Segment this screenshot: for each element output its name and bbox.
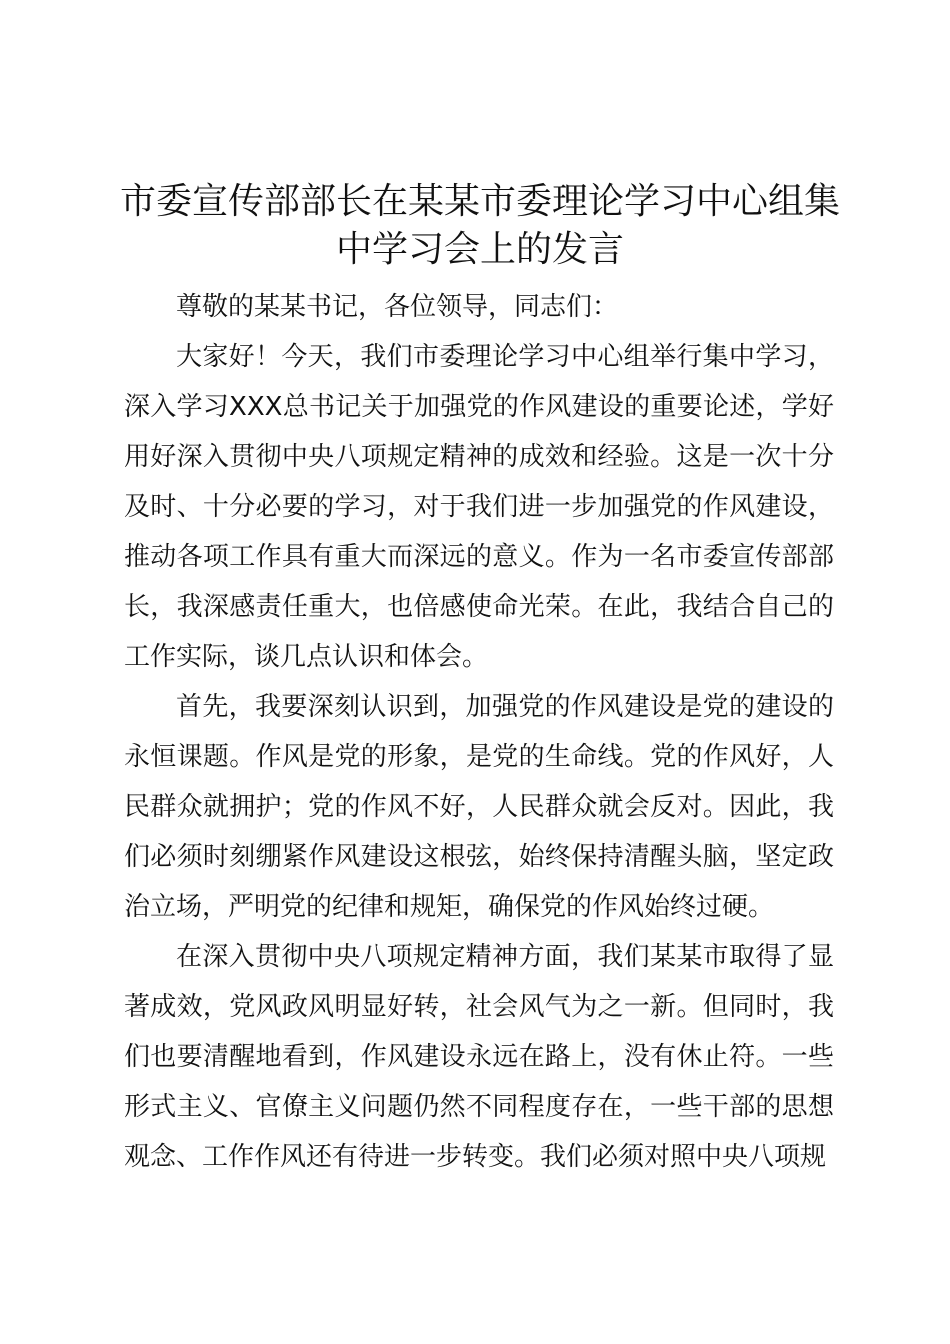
- paragraph-2: 首先，我要深刻认识到，加强党的作风建设是党的建设的永恒课题。作风是党的形象，是党的生命线。党的作风好，人民群众就拥护；党的作风不好，人民群众就会反对。因此，我们必须时刻绷紧作风建设这根弦，始终保持清醒头脑，坚定政治立场，严明党的纪律和规矩，确保党的作风始终过硬。: [124, 692, 834, 922]
- paragraph-3: 在深入贯彻中央八项规定精神方面，我们某某市取得了显著成效，党风政风明显好转，社会风气为之一新。但同时，我们也要清醒地看到，作风建设永远在路上，没有休止符。一些形式主义、官僚主义问题仍然不同程度存在，一些干部的思想观念、工作作风还有待进一步转变。我们必须对照中央八项规: [124, 942, 834, 1172]
- title-line-2: 中学习会上的发言: [335, 229, 624, 270]
- document-title: [110, 178, 850, 274]
- salutation: 尊敬的某某书记，各位领导，同志们：: [176, 292, 619, 322]
- paragraph-1: 大家好！今天，我们市委理论学习中心组举行集中学习，深入学习XXX总书记关于加强党的作风建设的重要论述，学好用好深入贯彻中央八项规定精神的成效和经验。这是一次十分及时、十分必要的学习，对于我们进一步加强党的作风建设，推动各项工作具有重大而深远的意义。作为一名市委宣传部部长，我深感责任重大，也倍感使命光荣。在此，我结合自己的工作实际，谈几点认识和体会。: [124, 342, 834, 672]
- title-line-1: 市委宣传部部长在某某市委理论学习中心组集: [119, 181, 840, 222]
- document-body: [124, 282, 834, 1182]
